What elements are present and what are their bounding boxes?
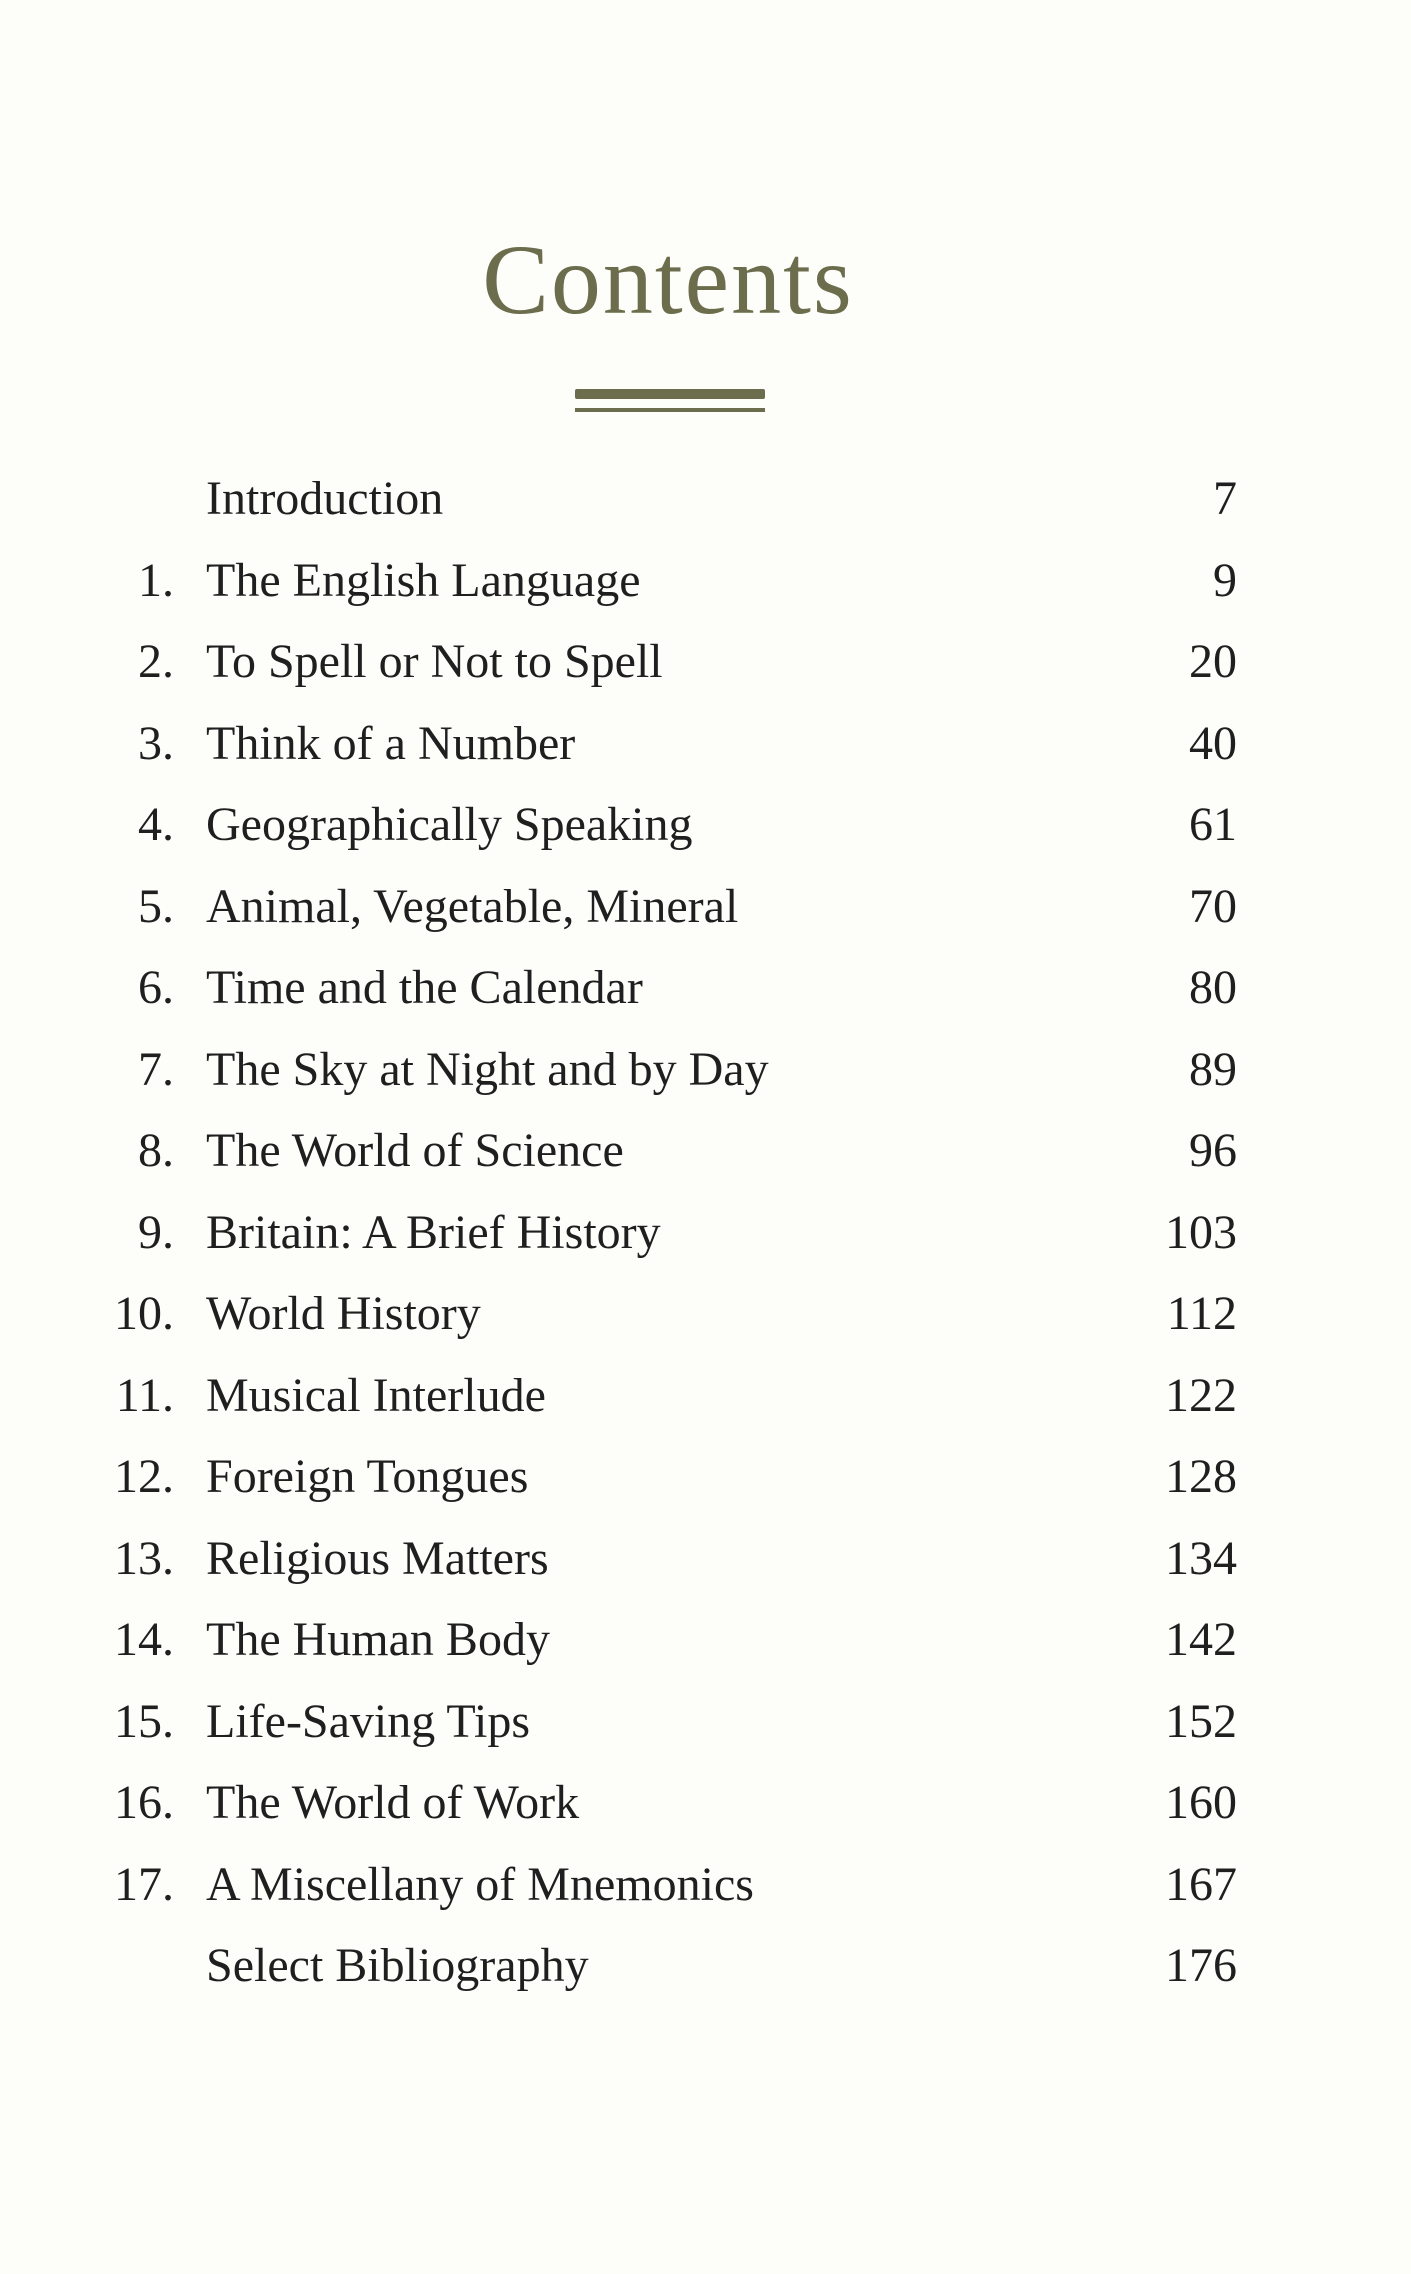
- toc-entry: [0, 458, 1411, 540]
- chapter-title: The Sky at Night and by Day: [206, 1042, 769, 1096]
- toc-entry: [0, 1355, 1411, 1437]
- toc-entry: [0, 1518, 1411, 1600]
- toc-entry: [0, 1273, 1411, 1355]
- title-rule-thick: [575, 389, 765, 399]
- page-number: 122: [1165, 1368, 1237, 1422]
- chapter-title: The World of Work: [206, 1776, 580, 1829]
- chapter-title: Musical Interlude: [206, 1368, 546, 1422]
- page-number: 167: [1165, 1857, 1237, 1911]
- page-number: 20: [1189, 635, 1237, 688]
- chapter-number: 7.: [138, 1042, 174, 1096]
- toc-entry: [0, 703, 1411, 785]
- chapter-number: 5.: [138, 879, 174, 933]
- chapter-title: Geographically Speaking: [206, 798, 693, 851]
- toc-entry: [0, 540, 1411, 622]
- chapter-title: Foreign Tongues: [206, 1450, 529, 1503]
- chapter-number: 9.: [138, 1205, 174, 1259]
- toc-entry: [0, 621, 1411, 703]
- toc-entry: [0, 1925, 1411, 2007]
- chapter-title: The Human Body: [206, 1613, 550, 1666]
- page-number: 142: [1165, 1613, 1237, 1666]
- page-number: 70: [1189, 879, 1237, 933]
- chapter-number: 4.: [138, 798, 174, 851]
- toc-entry: [0, 866, 1411, 948]
- page-number: 7: [1213, 472, 1237, 525]
- chapter-number: 8.: [138, 1124, 174, 1177]
- chapter-title: Britain: A Brief History: [206, 1205, 661, 1259]
- chapter-number: 12.: [114, 1450, 174, 1503]
- chapter-title: A Miscellany of Mnemonics: [206, 1857, 754, 1911]
- page-number: 152: [1165, 1694, 1237, 1748]
- page-number: 9: [1213, 553, 1237, 607]
- page-number: 160: [1165, 1776, 1237, 1829]
- chapter-title: Time and the Calendar: [206, 961, 643, 1014]
- page-number: 80: [1189, 961, 1237, 1014]
- page-number: 103: [1165, 1205, 1237, 1259]
- chapter-title: The World of Science: [206, 1124, 624, 1177]
- chapter-title: Animal, Vegetable, Mineral: [206, 879, 739, 933]
- page-number: 89: [1189, 1042, 1237, 1096]
- chapter-number: 1.: [138, 553, 174, 607]
- chapter-title: World History: [206, 1287, 481, 1340]
- page-number: 40: [1189, 716, 1237, 770]
- toc-entry: [0, 1844, 1411, 1926]
- chapter-title: Select Bibliography: [206, 1939, 589, 1992]
- page-title: Contents: [482, 224, 854, 335]
- chapter-title: Religious Matters: [206, 1531, 549, 1585]
- page-number: 96: [1189, 1124, 1237, 1177]
- toc-entry: [0, 947, 1411, 1029]
- chapter-number: 6.: [138, 961, 174, 1014]
- page-number: 176: [1165, 1939, 1237, 1992]
- toc-entry: [0, 1436, 1411, 1518]
- chapter-number: 14.: [114, 1613, 174, 1666]
- chapter-title: Life-Saving Tips: [206, 1694, 531, 1748]
- toc-entry: [0, 1192, 1411, 1274]
- chapter-number: 17.: [114, 1857, 174, 1911]
- title-rule-thin: [575, 408, 765, 412]
- toc-entry: [0, 1599, 1411, 1681]
- page-number: 134: [1165, 1531, 1237, 1585]
- chapter-number: 13.: [114, 1531, 174, 1585]
- chapter-number: 11.: [115, 1368, 174, 1422]
- chapter-number: 2.: [138, 635, 174, 688]
- table-of-contents: [0, 458, 1411, 2007]
- chapter-title: The English Language: [206, 553, 641, 607]
- chapter-number: 3.: [138, 716, 174, 770]
- chapter-title: To Spell or Not to Spell: [206, 635, 663, 688]
- toc-entry: [0, 1029, 1411, 1111]
- chapter-number: 15.: [114, 1694, 174, 1748]
- chapter-title: Think of a Number: [206, 716, 576, 770]
- chapter-title: Introduction: [206, 472, 444, 525]
- toc-entry: [0, 1110, 1411, 1192]
- page-number: 128: [1165, 1450, 1237, 1503]
- toc-entry: [0, 784, 1411, 866]
- chapter-number: 16.: [114, 1776, 174, 1829]
- toc-entry: [0, 1681, 1411, 1763]
- chapter-number: 10.: [114, 1287, 174, 1340]
- page-number: 61: [1189, 798, 1237, 851]
- toc-entry: [0, 1762, 1411, 1844]
- page-number: 112: [1166, 1287, 1237, 1340]
